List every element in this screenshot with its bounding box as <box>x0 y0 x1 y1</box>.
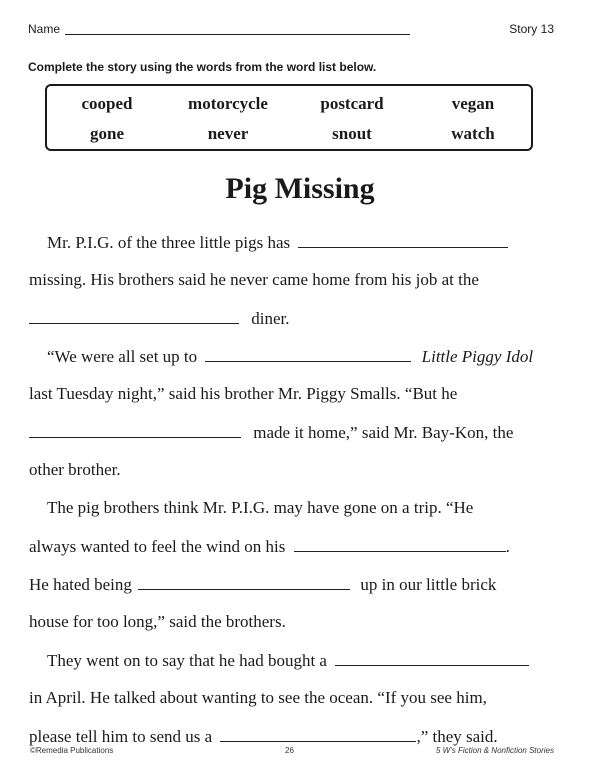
answer-blank[interactable] <box>294 536 506 552</box>
story-text: ,” they said. <box>416 727 498 746</box>
footer-page-number: 26 <box>285 746 294 755</box>
word-list-item: snout <box>332 124 372 143</box>
story-text: Mr. P.I.G. of the three little pigs has <box>47 233 291 252</box>
instructions: Complete the story using the words from the word list below. <box>28 60 377 74</box>
story-line <box>29 574 496 595</box>
answer-blank[interactable] <box>29 308 239 324</box>
story-text: always wanted to feel the wind on his <box>29 537 286 556</box>
story-line: other brother. <box>29 460 121 479</box>
story-line <box>47 346 533 367</box>
word-list-item: cooped <box>81 94 133 113</box>
answer-blank[interactable] <box>298 232 508 248</box>
story-line: in April. He talked about wanting to see the ocean. “If you see him, <box>29 688 487 707</box>
story-line <box>29 308 290 329</box>
story-text: made it home,” said Mr. Bay-Kon, the <box>253 423 514 442</box>
footer-series-title: 5 W's Fiction & Nonfiction Stories <box>435 746 554 755</box>
story-line <box>47 650 529 671</box>
story-title: Pig Missing <box>225 172 375 205</box>
answer-blank[interactable] <box>220 726 416 742</box>
name-label: Name <box>28 22 61 36</box>
answer-blank[interactable] <box>138 574 350 590</box>
word-list-item: gone <box>90 124 124 143</box>
story-line: last Tuesday night,” said his brother Mr. Piggy Smalls. “But he <box>29 384 458 403</box>
story-line <box>29 536 510 557</box>
word-list-item: motorcycle <box>188 94 268 113</box>
story-text: He hated being <box>29 575 132 594</box>
answer-blank[interactable] <box>205 346 411 362</box>
answer-blank[interactable] <box>29 422 241 438</box>
name-field[interactable] <box>65 34 410 35</box>
story-line <box>29 422 513 443</box>
story-line: house for too long,” said the brothers. <box>29 612 286 631</box>
story-text: up in our little brick <box>360 575 497 594</box>
story-line: The pig brothers think Mr. P.I.G. may have gone on a trip. “He <box>47 498 474 517</box>
worksheet-header <box>28 20 554 40</box>
story-text: They went on to say that he had bought a <box>47 651 327 670</box>
story-number: Story 13 <box>509 22 554 36</box>
story-line <box>29 726 498 747</box>
word-list-item: postcard <box>320 94 384 113</box>
page-footer <box>30 746 554 758</box>
word-list-item: never <box>207 124 249 143</box>
footer-publisher: ©Remedia Publications <box>30 746 114 755</box>
word-list-item: watch <box>451 124 495 143</box>
story-line <box>47 232 508 253</box>
story-text: diner. <box>251 309 290 328</box>
story-line: missing. His brothers said he never came home from his job at the <box>29 270 479 289</box>
word-list-item: vegan <box>451 94 495 113</box>
answer-blank[interactable] <box>335 650 529 666</box>
story-text-italic: Little Piggy Idol <box>421 347 534 366</box>
story-text: . <box>505 537 510 556</box>
word-list-box <box>45 84 533 151</box>
story-text: please tell him to send us a <box>29 727 213 746</box>
story-text: “We were all set up to <box>47 347 198 366</box>
